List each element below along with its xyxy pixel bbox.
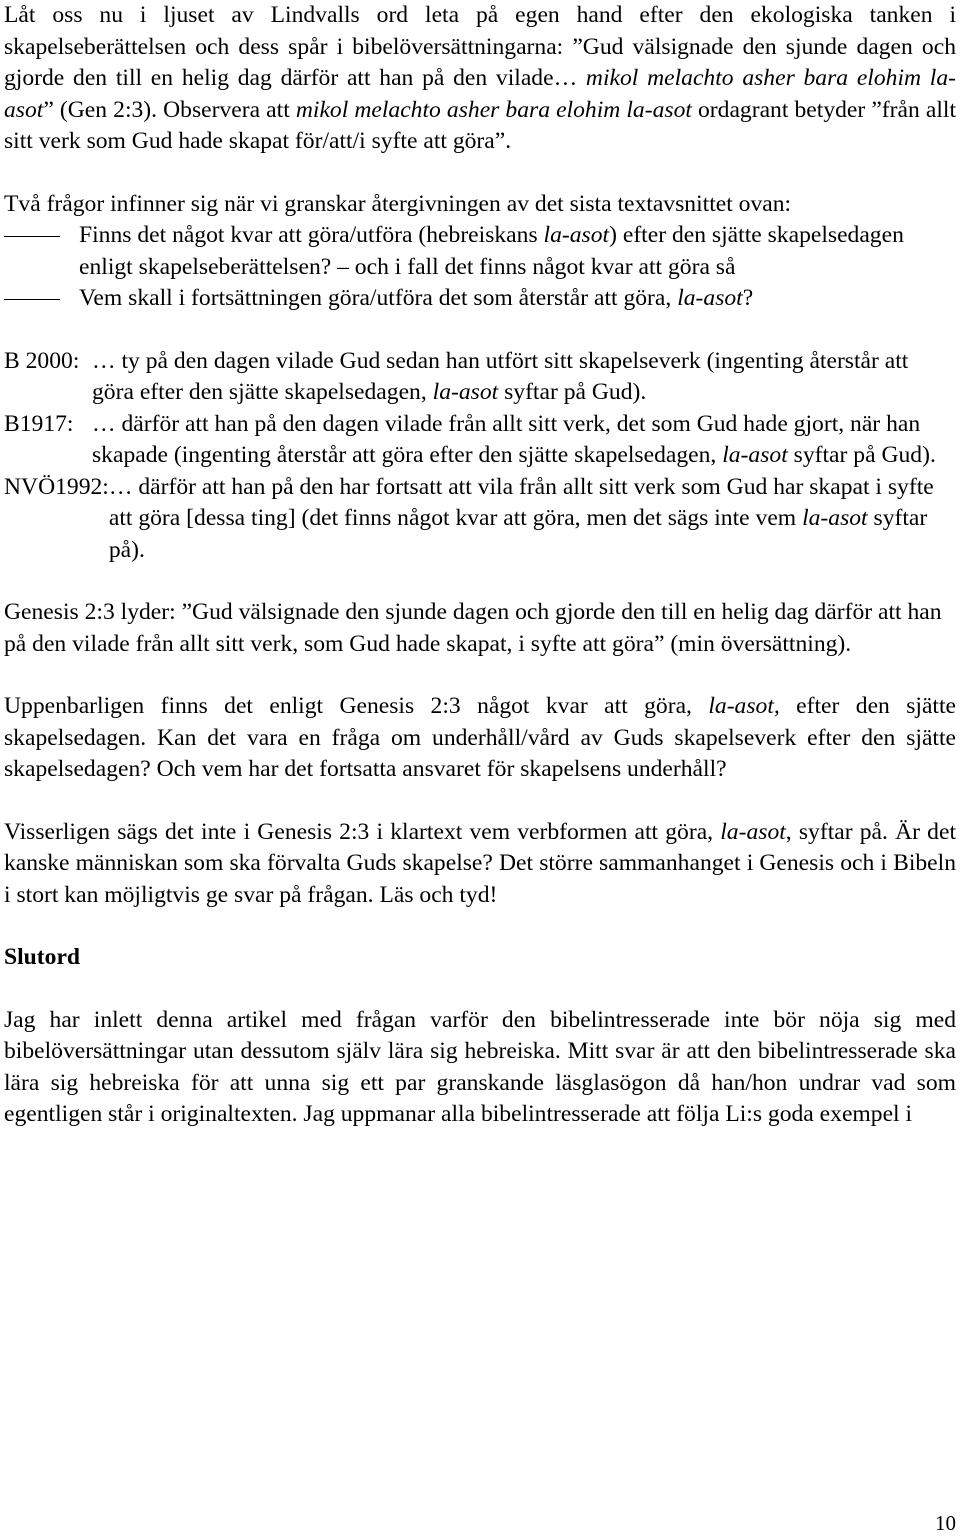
text-segment: syftar på). [108, 505, 928, 563]
text-segment: syftar på Gud). [787, 442, 936, 468]
text-segment: … därför att han på den dagen vilade från allt sitt verk, det som Gud hade gjort, när han skapade (ingenting återstår att göra efter den sjätte skapelsedagen, [92, 410, 921, 468]
dash-bullet-icon [4, 283, 79, 315]
translation-b1917 [4, 409, 956, 472]
text-segment: … ty på den dagen vilade Gud sedan han utfört sitt skapelseverk (ingenting återstår att göra efter den sjätte skapelsedagen, [92, 347, 909, 405]
translation-label: NVÖ1992: [4, 473, 109, 500]
paragraph-gap [4, 566, 956, 597]
paragraph-admittedly [4, 817, 956, 912]
text-segment: , syftar på. Är det kanske människan som ska förvalta Guds skapelse? Det större sammanhanget i Genesis och i Bibeln i stort kan möjligtvis ge svar på frågan. Läs och tyd! [4, 818, 956, 908]
section-heading: Slutord [4, 944, 81, 970]
paragraph-intro [4, 0, 956, 158]
paragraph-gap [4, 660, 956, 691]
paragraph-questions-intro: Två frågor infinner sig när vi granskar återgivningen av det sista textavsnittet ovan: [4, 190, 792, 217]
page-number: 10 [935, 1511, 956, 1535]
translation-label: B 2000: [4, 347, 80, 374]
question-item-1 [4, 220, 956, 283]
text-segment: Finns det något kvar att göra/utföra (hebreiskans [79, 222, 544, 248]
italic-text-segment: la-asot, [708, 693, 780, 719]
paragraph-closing [4, 1005, 956, 1131]
text-segment: ordagrant betyder ”från allt sitt verk som Gud hade skapat för/att/i syfte att göra”. [4, 96, 956, 154]
text-segment: Uppenbarligen finns det enligt Genesis 2:3 något kvar att göra, [4, 693, 709, 719]
translation-text [92, 346, 956, 409]
italic-text-segment: la-asot [720, 818, 786, 845]
paragraph-gap [4, 974, 956, 1005]
paragraph-obviously [4, 691, 956, 786]
text-segment: Genesis 2:3 lyder: ”Gud välsignade den sjunde dagen och gjorde den till en helig dag därför att han på den vilade från allt sitt verk, som Gud hade skapat, i syfte att göra” (min översättning). [4, 599, 942, 657]
text-segment: Visserligen sägs det inte i Genesis 2:3 i klartext vem verbformen att göra, [4, 818, 721, 845]
text-segment: ) efter den sjätte skapelsedagen enligt skapelseberättelsen? – och i fall det finns något kvar att göra så [79, 222, 904, 280]
paragraph-gap [4, 158, 956, 189]
italic-text-segment: la-asot [802, 505, 868, 531]
translation-b2000 [4, 346, 956, 409]
question-text-2 [79, 283, 956, 315]
italic-text-segment: la-asot [677, 285, 743, 311]
text-segment: syftar på Gud). [498, 379, 647, 405]
translation-nvo1992 [4, 472, 956, 567]
text-segment: … därför att han på den har fortsatt att vila från allt sitt verk som Gud har skapat i syfte att göra [dessa ting] (det finns något kvar att göra, men det sägs inte vem [108, 473, 934, 531]
text-segment: ? [742, 285, 754, 311]
translation-label: B1917: [4, 410, 74, 437]
paragraph-gap [4, 786, 956, 817]
question-item-2 [4, 283, 956, 315]
translation-text [92, 409, 956, 472]
paragraph-gap [4, 315, 956, 346]
text-segment: Vem skall i fortsättningen göra/utföra det som återstår att göra, [79, 285, 678, 311]
text-segment: ” (Gen 2:3). Observera att [43, 96, 296, 123]
paragraph-genesis-quote [4, 597, 956, 660]
translation-text [109, 472, 956, 567]
document-page [4, 0, 956, 1131]
italic-text-segment: mikol melachto asher bara elohim la-asot [295, 96, 692, 123]
italic-text-segment: la-asot [432, 379, 499, 405]
italic-text-segment: la-asot [722, 442, 788, 468]
paragraph-gap [4, 911, 956, 942]
text-segment: efter den sjätte skapelsedagen. Kan det vara en fråga om underhåll/vård av Guds skapelseverk efter den sjätte skapelsedagen? Och vem har det fortsatta ansvaret för skapelsens underhåll? [4, 693, 957, 782]
italic-text-segment: mikol melachto asher bara elohim la-asot [4, 65, 956, 123]
dash-bullet-icon [4, 220, 79, 283]
italic-text-segment: la-asot [543, 222, 610, 248]
text-segment: Låt oss nu i ljuset av Lindvalls ord leta på egen hand efter den ekologiska tanken i skapelseberättelsen och dess spår i bibelöversättningarna: ”Gud välsignade den sjunde dagen och gjorde den till en helig dag därför att han på den vilade… [4, 2, 956, 91]
text-segment: Jag har inlett denna artikel med frågan varför den bibelintresserade inte bör nöja sig med bibelöversättningar utan dessutom själv lära sig hebreiska. Mitt svar är att den bibelintresserade ska lära sig hebreiska för att unna sig ett par granskande läsglasögon då han/hon undrar vad som egentligen står i originaltexten. Jag uppmanar alla bibelintresserade att följa Li:s goda exempel i [4, 1006, 956, 1127]
question-text-1 [79, 220, 956, 283]
